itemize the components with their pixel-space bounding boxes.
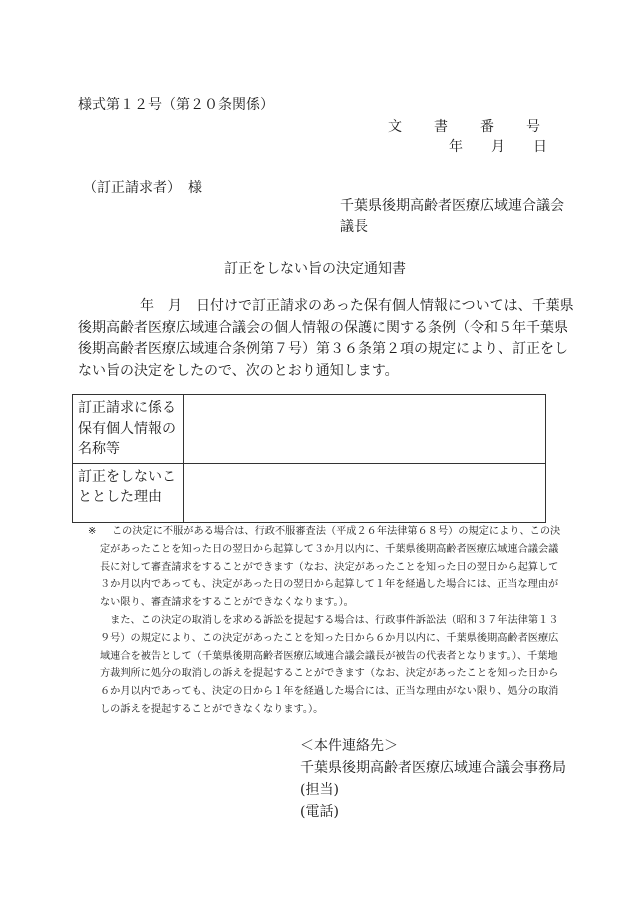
contact-phone: (電話) xyxy=(300,804,339,820)
appeal-notice xyxy=(88,523,568,719)
body-line: 後期高齢者医療広域連合条例第７号）第３６条第２項の規定により、訂正をし xyxy=(78,341,568,357)
contact-person: (担当) xyxy=(300,782,339,798)
contact-block xyxy=(300,735,566,823)
document-title: 訂正をしない旨の決定通知書 xyxy=(224,261,406,277)
table-row xyxy=(73,463,546,522)
note-line: 長に対して審査請求をすることができます（なお、決定があったことを知った日の翌日から起算して xyxy=(100,561,559,573)
contact-heading: ＜本件連絡先＞ xyxy=(300,738,398,754)
addressee: （訂正請求者） 様 xyxy=(83,180,202,196)
contact-office: 千葉県後期高齢者医療広域連合議会事務局 xyxy=(300,760,566,776)
note-line: 域連合を被告として（千葉県後期高齢者医療広域連合議会議長が被告の代表者となります。）、千葉地 xyxy=(100,650,558,662)
date-line xyxy=(449,136,547,156)
table-value-cell[interactable] xyxy=(184,463,546,522)
table-label-text: 名称等 xyxy=(78,441,120,457)
sender-title: 議長 xyxy=(340,219,368,235)
note-line: ない限り、審査請求をすることができなくなります。）。 xyxy=(100,597,354,609)
note-line: この決定に不服がある場合は、行政不服審査法（平成２６年法律第６８号）の規定により、この決 xyxy=(112,526,561,537)
table-label-text: 訂正請求に係る xyxy=(78,400,176,416)
note-line: ３か月以内であっても、決定があった日の翌日から起算して１年を経過した場合には、正当な理由が xyxy=(100,579,559,591)
date-day-label: 日 xyxy=(533,139,547,155)
correction-info-table xyxy=(72,394,546,523)
document-number-label: 文 書 番 号 xyxy=(388,119,549,135)
note-line: ６か月以内であっても、決定の日から１年を経過した場合には、正当な理由がない限り、処分の取消 xyxy=(100,686,559,698)
date-month-label: 月 xyxy=(491,139,505,155)
table-label-text: ととした理由 xyxy=(78,489,162,505)
body-line: ない旨の決定をしたので、次のとおり通知します。 xyxy=(78,362,399,379)
table-value-cell[interactable] xyxy=(184,395,546,464)
note-line: 方裁判所に処分の取消しの訴えを提起することができます（なお、決定があったことを知った日から xyxy=(100,668,559,680)
sender-organization: 千葉県後期高齢者医療広域連合議会 xyxy=(340,198,564,214)
table-label-text: 訂正をしないこ xyxy=(78,468,176,485)
note-line: また、この決定の取消しを求める訴訟を提起する場合は、行政事件訴訟法（昭和３７年法律第１３ xyxy=(100,614,559,626)
table-row xyxy=(73,395,546,464)
note-line: しの訴えを提起することができなくなります。）。 xyxy=(100,703,324,715)
body-paragraph xyxy=(78,296,574,382)
note-line: 定があったことを知った日の翌日から起算して３か月以内に、千葉県後期高齢者医療広域連合議会議 xyxy=(100,543,559,555)
note-line: ９号）の規定により、この決定があったことを知った日から６か月以内に、千葉県後期高齢者医療広 xyxy=(100,632,559,644)
table-label-cell xyxy=(73,395,184,464)
table-label-text: 保有個人情報の xyxy=(78,420,176,437)
date-year-label: 年 xyxy=(449,139,463,155)
table-label-cell xyxy=(73,463,184,522)
body-line: 年 月 日付けで訂正請求のあった保有個人情報については、千葉県 xyxy=(112,298,574,314)
body-line: 後期高齢者医療広域連合議会の個人情報の保護に関する条例（令和５年千葉県 xyxy=(78,319,568,336)
form-number: 様式第１２号（第２０条関係） xyxy=(78,97,274,113)
note-mark: ※ xyxy=(88,526,97,537)
